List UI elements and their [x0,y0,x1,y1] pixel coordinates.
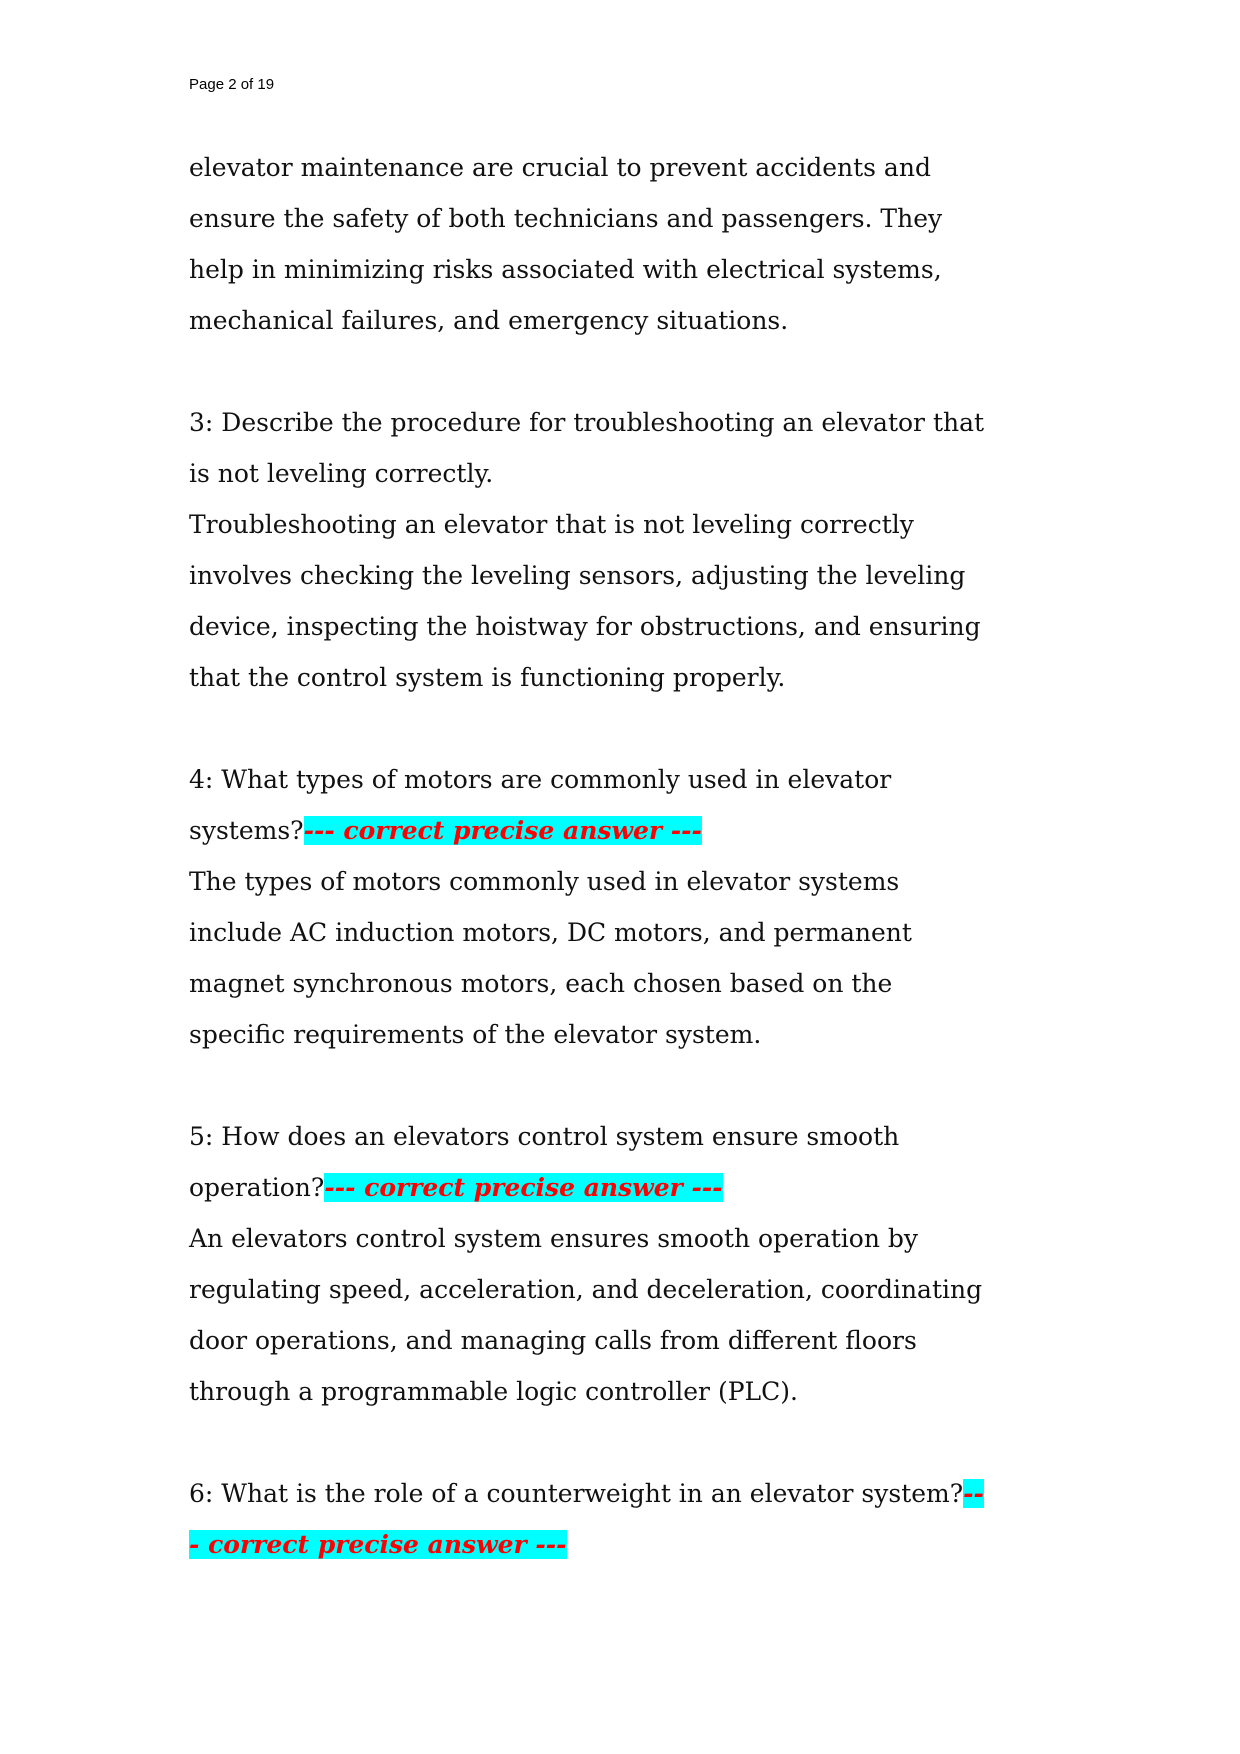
question-5-text: 5: How does an elevators control system ensure smooth [189,1122,900,1151]
page-number: Page 2 of 19 [189,76,275,93]
question-6-line [189,1519,1069,1570]
question-5-text: operation? [189,1173,325,1202]
answer-4-text: The types of motors commonly used in elevator systems [189,867,900,896]
question-6-text: 6: What is the role of a counterweight in an elevator system? [189,1479,964,1508]
answer-marker-highlight: -- [963,1479,984,1508]
answer-marker-highlight: --- correct precise answer --- [324,1173,723,1202]
question-4-text: systems? [189,816,304,845]
answer-3-text: that the control system is functioning properly. [189,663,786,692]
answer-5-text: door operations, and managing calls from different floors [189,1326,917,1355]
intro-line: ensure the safety of both technicians and passengers. They [189,204,943,233]
question-4-line [189,805,1069,856]
answer-5-text: An elevators control system ensures smooth operation by [189,1224,919,1253]
answer-4-text: magnet synchronous motors, each chosen based on the [189,969,893,998]
answer-marker-highlight: --- correct precise answer --- [303,816,702,845]
intro-line: mechanical failures, and emergency situations. [189,306,789,335]
answer-5-text: through a programmable logic controller (PLC). [189,1377,798,1406]
question-3-text: 3: Describe the procedure for troubleshooting an elevator that [189,408,985,437]
answer-marker-highlight: - correct precise answer --- [189,1530,567,1559]
answer-4-text: specific requirements of the elevator system. [189,1020,762,1049]
document-body [189,142,1069,1570]
question-6-line [189,1468,1069,1519]
answer-3-text: device, inspecting the hoistway for obstructions, and ensuring [189,612,981,641]
intro-line: help in minimizing risks associated with electrical systems, [189,255,942,284]
question-5-line [189,1162,1069,1213]
question-4-text: 4: What types of motors are commonly used in elevator [189,765,892,794]
answer-3-text: involves checking the leveling sensors, adjusting the leveling [189,561,966,590]
answer-3-text: Troubleshooting an elevator that is not leveling correctly [189,510,914,539]
question-3-text: is not leveling correctly. [189,459,494,488]
answer-4-text: include AC induction motors, DC motors, and permanent [189,918,912,947]
answer-5-text: regulating speed, acceleration, and deceleration, coordinating [189,1275,983,1304]
intro-line: elevator maintenance are crucial to prevent accidents and [189,153,931,182]
